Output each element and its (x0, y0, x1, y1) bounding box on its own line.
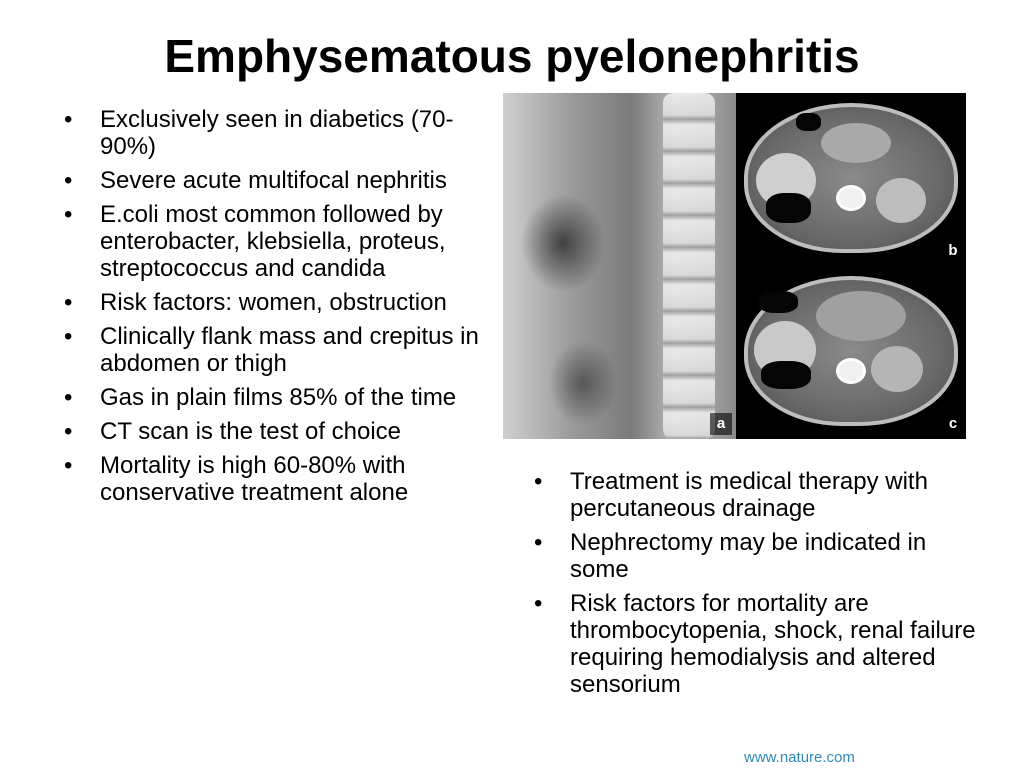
panel-label-b: b (948, 242, 958, 259)
bullet-text: Risk factors for mortality are thrombocytopenia, shock, renal failure requiring hemodialysis and altered sensorium (570, 590, 976, 698)
bullet-item (526, 468, 976, 522)
bullet-item (56, 418, 486, 445)
bullet-dot: • (64, 201, 73, 228)
bullet-dot: • (64, 289, 73, 316)
bullet-dot: • (534, 590, 543, 617)
ct-right-kidney (876, 178, 926, 223)
bullet-text: E.coli most common followed by enterobacter, klebsiella, proteus, streptococcus and candida (100, 201, 446, 282)
ct-bowel-gas (796, 113, 821, 131)
bullet-text: Risk factors: women, obstruction (100, 289, 447, 316)
ct-vertebra (836, 185, 866, 211)
bullet-text: Clinically flank mass and crepitus in abdomen or thigh (100, 323, 479, 377)
bullet-dot: • (64, 167, 73, 194)
ct-bowel-gas (758, 291, 798, 313)
bullet-dot: • (64, 384, 73, 411)
ct-vertebra (836, 358, 866, 384)
bullet-dot: • (64, 106, 73, 133)
ct-scan-image-b (736, 93, 966, 266)
bullet-item (56, 452, 486, 506)
bullet-item (56, 323, 486, 377)
bullet-text: Gas in plain films 85% of the time (100, 384, 457, 411)
bullet-item (56, 384, 486, 411)
source-link[interactable]: www.nature.com (744, 749, 855, 766)
radiology-figure (503, 93, 966, 439)
bullet-item (56, 289, 486, 316)
bullet-text: Mortality is high 60-80% with conservative treatment alone (100, 452, 409, 506)
bullet-item (56, 106, 486, 160)
ct-bowel (816, 291, 906, 341)
right-bullet-list (526, 468, 976, 705)
slide-title: Emphysematous pyelonephritis (164, 30, 860, 82)
ct-gas-pocket (761, 361, 811, 389)
bullet-dot: • (64, 452, 73, 479)
bullet-item (56, 201, 486, 282)
bullet-text: Severe acute multifocal nephritis (100, 167, 447, 194)
bullet-text: Treatment is medical therapy with percutaneous drainage (570, 468, 928, 522)
bullet-item (526, 529, 976, 583)
bullet-text: CT scan is the test of choice (100, 418, 402, 445)
bullet-dot: • (534, 468, 543, 495)
ct-gas-pocket (766, 193, 811, 223)
bullet-item (56, 167, 486, 194)
bullet-text: Nephrectomy may be indicated in some (570, 529, 927, 583)
bullet-item (526, 590, 976, 698)
bullet-dot: • (534, 529, 543, 556)
left-bullet-list (56, 106, 486, 513)
ct-right-kidney (871, 346, 923, 392)
bullet-text: Exclusively seen in diabetics (70-90%) (100, 106, 454, 160)
panel-label-a: a (710, 413, 732, 435)
ct-scan-image-c (736, 266, 966, 439)
panel-label-c: c (948, 415, 958, 432)
bullet-dot: • (64, 323, 73, 350)
bullet-dot: • (64, 418, 73, 445)
ct-bowel (821, 123, 891, 163)
abdominal-xray-image (503, 93, 736, 439)
spine-shadow (663, 93, 715, 439)
